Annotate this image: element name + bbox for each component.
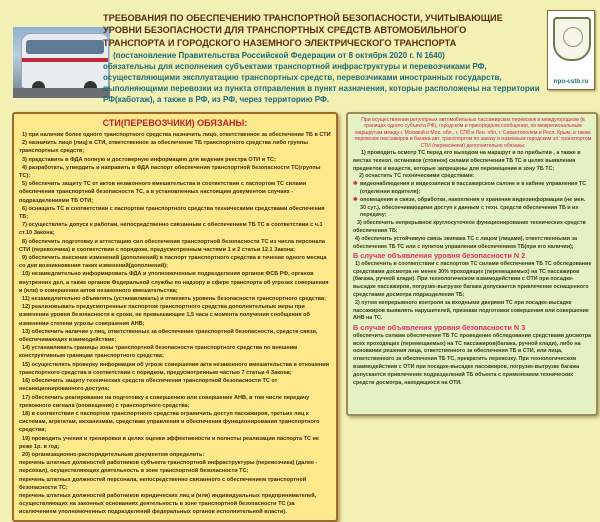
list-item: обеспечить силами обеспечения ТБ ТС проведение обследования средствами досмотра всех проходящих (перемещаемых) на ТС пассажиров(багажа, ручной клади), либо на основании решения лица, ответственного за обеспечения ТБ в СТИ, или лица, ответственного за обеспечения ТБ ТС, прекратить перевозку. При технологическом взаимодействии с ОТИ при посадке-высадке пассажиров, погрузке-выгрузке багажа допускается привлечение подразделений ТБ объекта с применением технических средств досмотра, находящихся на ОТИ. — [353, 332, 591, 386]
panel-heading: СТИ(ПЕРЕВОЗЧИКИ) ОБЯЗАНЫ: — [102, 118, 248, 128]
bus-illustration — [21, 33, 109, 89]
additional-list — [348, 150, 596, 387]
list-item: 2) назначить лицо (лиц) в СТИ, ответственное за обеспечение ТБ транспортного средства либо группы транспортных средств; — [19, 140, 308, 155]
title-line: УРОВНИ БЕЗОПАСНОСТИ ДЛЯ ТРАНСПОРТНЫХ СРЕДСТВ АВТОМОБИЛЬНОГО — [103, 25, 467, 36]
bullet-text: видеонаблюдения и видеозаписи в пассажирском салоне и в кабине управления ТС (отделении водителя); — [360, 181, 587, 196]
list-item: 5) обеспечить защиту ТС от актов незаконного вмешательства в соответствии с паспортом ТС силами обеспечения транспортной безопасности ТС, а в установленных настоящим документом случаях - подразделениями ТБ ОТИ; — [19, 181, 307, 204]
list-item: 2) оснастить ТС техническими средствами: — [359, 173, 475, 180]
list-item: 4) разработать, утвердить и направить в ФДА паспорт обеспечения транспортной безопасности ТС(группы ТС); — [19, 164, 321, 180]
title-line: ТРЕБОВАНИЯ ПО ОБЕСПЕЧЕНИЮ ТРАНСПОРТНОЙ БЕЗОПАСНОСТИ, УЧИТЫВАЮЩИЕ — [103, 13, 503, 23]
bullet-item — [353, 181, 592, 197]
decree-reference: (постановление Правительства Российской Федерации от 8 октября 2020 г. N 1640) — [113, 51, 445, 61]
bullet-icon: ✱ — [353, 181, 358, 188]
list-item: 1) проводить осмотр ТС перед его выходом на маршрут и по прибытии , а также в местах технол. остановок (стоянок) силами обеспечения ТБ ТС в целях выявления предметов и веществ, которые запрещены для перемещения в зону ТБ ТС; — [353, 150, 581, 172]
list-item: 20) организационно-распорядительным документом определить: — [22, 451, 205, 458]
additional-obligations-panel — [346, 112, 598, 416]
obligations-list — [14, 131, 336, 517]
bullet-item — [353, 197, 592, 220]
list-item: 7) осуществлять допуск к работам, непосредственно связанным с обеспечением ТБ ТС в соответствии с ч.1 ст.10 Закона; — [19, 222, 323, 237]
seal-icon — [553, 17, 591, 61]
list-item: 8) обеспечить подготовку и аттестацию сил обеспечения транспортной безопасности ТС из числа персонала СТИ (перевозчика) в соответствии с порядком, предусмотренным частями 1 и 2 статьи 12.1 Закона; — [19, 238, 325, 253]
bullet-text: оповещения и связи, обработки, накопления и хранения видеоинформации (не мен. 30 сут.), обеспечивающими доступ к данным с техн. средств обеспечения ТБ и их передачу; — [360, 196, 586, 219]
list-item: перечень штатных должностей персонала, непосредственно связанного с обеспечением транспортной безопасности ТС; — [19, 476, 307, 491]
bullet-icon: ✱ — [353, 196, 358, 203]
list-item: 4) обеспечить устойчивую связь экипажа ТС с лицом (лицами), ответственными за обеспечение ТБ ТС или с пунктом управления обеспечением ТБ(при его наличии); — [353, 235, 578, 250]
list-item: 16) обеспечить защиту технических средств обеспечения транспортной безопасности ТС от несанкционированного доступа; — [19, 378, 278, 393]
list-item: перечень штатных должностей работников юридических лиц и (или) индивидуальных предпринимателей, осуществляющих на законных основаниях деятельность в зоне транспортной безопасности ТС (за исключением уполномоченных подразделений федеральных органов исполнительной власти). — [19, 492, 317, 516]
level3-heading: В случае объявления уровня безопасности N 3 — [353, 323, 526, 333]
list-item: 14) устанавливать границы зоны транспортной безопасности транспортного средства по внешним конструктивным границам транспортного средства; — [19, 345, 298, 360]
list-item: 12) реализовывать предусмотренные паспортом транспортного средства дополнительные меры при изменении уровня безопасности в сроки, не превышающие 1,5 часа с момента получения сообщения об изменении степени угрозы совершения АНВ; — [19, 304, 310, 327]
list-item: 9) обеспечить внесение изменений (дополнений) в паспорт транспортного средства в течение одного месяца со дня возникновения таких изменений(дополнений); — [19, 255, 327, 270]
panel-intro: При осуществлении регулярных автомобильных пассажирских перевозок в междугородном (в границах одного субъекта РФ), городском и пригородном сообщении, по межрегиональным маршрутам между г. Москвой и Мос. обл., г. СПб и Лен. обл, г. Севастополем и Респ. Крым, а также перевозок пассажиров и багажа авт. транспортом по заказу и наземным городским эл. транспортом СТИ (перевозчики) дополнительно обязаны: — [354, 117, 592, 149]
logo — [547, 10, 595, 90]
list-item: перечень штатных должностей работников субъекта транспортной инфраструктуры (перевозчика) (далее - персонал), осуществляющих деятельность в зоне транспортной безопасности ТС; — [19, 460, 318, 475]
carrier-obligations-panel — [12, 112, 338, 522]
list-item: 6) оснащать ТС в соответствии с паспортом транспортного средства техническими средствами обеспечения ТБ; — [19, 205, 325, 221]
bus-photo — [13, 27, 110, 98]
list-item: 3) представить в ФДА полную и достоверную информацию для ведения реестра ОТИ и ТС; — [22, 156, 276, 163]
list-item: 19) проводить учения и тренировки в целях оценки эффективности и полноты реализации паспорта ТС не реже 1р. в год; — [19, 435, 319, 450]
list-item: 13) обеспечить наличие у лиц, ответственных за обеспечение транспортной безопасности, средств связи, обеспечивающих взаимодействие; — [19, 328, 318, 344]
list-item: 15) осуществлять проверку информации об угрозе совершения акта незаконного вмешательства в отношении транспортного средства в соответствии с порядком, предусмотренным частью 7 статьи 4 Закона; — [19, 361, 330, 376]
list-item: 3) обеспечить непрерывное круглосуточное функционирование технических средств обеспечения ТБ; — [353, 220, 586, 234]
list-item: 11) незамедлительно объявлять (устанавливать) и отменять уровень безопасности транспортного средства; — [22, 296, 326, 303]
logo-url: npo-cstb.ru — [553, 78, 589, 85]
list-item: 17) обеспечить реагирование на подготовку к совершению или совершение АНВ, в том числе передачу тревожного сигнала (оповещение) с транспортного средства; — [19, 394, 310, 409]
level2-heading: В случае объявления уровня безопасности N 2 — [353, 251, 526, 261]
list-item: 10) незамедлительно информировать ФДА и уполномоченные подразделения органов ФСБ РФ, органов внутренних дел, а также органов Федеральной службы по надзору в сфере транспорта об угрозах совершения и (или) о совершении актов незаконного вмешательства; — [19, 271, 329, 294]
list-item: 1) обеспечить в соответствии с паспортом ТС силами обеспечения ТБ ТС обследование средствами досмотра не менее 30% проходящих (перемещаемых) на ТС пассажиров (багажа, ручной клади). При технологическом взаимодействии с ОТИ при посадке-высадке пассажиров, погрузке-выгрузке багажа допускается привлечение оснащенного средствами досмотра подразделения ТБ; — [353, 260, 592, 299]
list-item: 2) путем непрерывного контроля за входными дверями ТС при посадке-высадке пассажиров выявлять нарушителей, признаки подготовки совершения или совершение АНВ на ТС. — [353, 299, 589, 322]
page-title — [103, 12, 543, 49]
list-item: 1) при наличии более одного транспортного средства назначить лицо, ответственное за обеспечение ТБ в СТИ — [22, 132, 331, 138]
list-item: 18) в соответствии с паспортом транспортного средства ограничить доступ пассажиров, третьих лиц к системам, агрегатам, механизмам, средствам управления и обеспечения функционирования транспортного средства; — [19, 410, 320, 434]
subtitle — [103, 50, 543, 105]
scope-text: обязательны для исполнения субъектами транспортной инфраструктуры и перевозчиками РФ, осуществляющими эксплуатацию транспортных средств, перевозчиками иностранных государств, выполняющими перевозки из пункта отправления в пункт назначения, которые расположены на территории РФ(каботаж), а также в РФ, из РФ, через территорию РФ. — [103, 62, 540, 105]
header — [103, 12, 543, 105]
title-line: ТРАНСПОРТА И ГОРОДСКОГО НАЗЕМНОГО ЭЛЕКТРИЧЕСКОГО ТРАНСПОРТА — [103, 37, 457, 48]
